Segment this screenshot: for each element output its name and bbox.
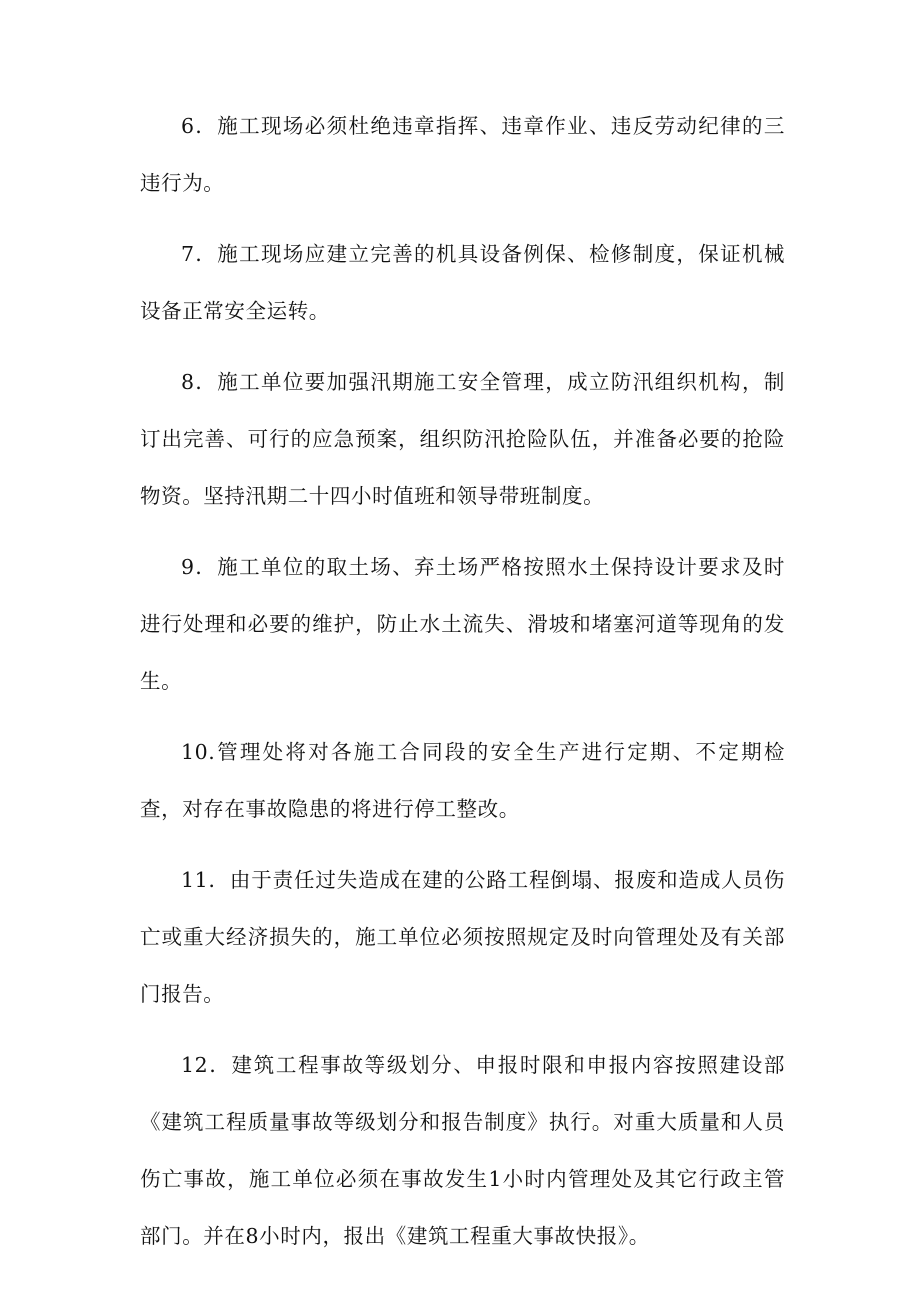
- document-page: [140, 98, 785, 1279]
- paragraph-item-9: 9．施工单位的取土场、弃土场严格按照水土保持设计要求及时进行处理和必要的维护，防止水土流失、滑坡和堵塞河道等现角的发生。: [140, 555, 785, 693]
- paragraph-item-12: 12．建筑工程事故等级划分、申报时限和申报内容按照建设部《建筑工程质量事故等级划分和报告制度》执行。对重大质量和人员伤亡事故，施工单位必须在事故发生1小时内管理处及其它行政主管部门。并在8小时内，报出《建筑工程重大事故快报》。: [140, 1053, 785, 1248]
- paragraph-item-10: 10.管理处将对各施工合同段的安全生产进行定期、不定期检查，对存在事故隐患的将进行停工整改。: [140, 740, 785, 821]
- paragraph-item-6: 6．施工现场必须杜绝违章指挥、违章作业、违反劳动纪律的三违行为。: [140, 114, 785, 195]
- paragraph-item-7: 7．施工现场应建立完善的机具设备例保、检修制度，保证机械设备正常安全运转。: [140, 242, 785, 323]
- paragraph-item-11: 11．由于责任过失造成在建的公路工程倒塌、报废和造成人员伤亡或重大经济损失的，施工单位必须按照规定及时向管理处及有关部门报告。: [140, 868, 785, 1006]
- paragraph-item-8: 8．施工单位要加强汛期施工安全管理，成立防汛组织机构，制订出完善、可行的应急预案，组织防汛抢险队伍，并准备必要的抢险物资。坚持汛期二十四小时值班和领导带班制度。: [140, 370, 785, 508]
